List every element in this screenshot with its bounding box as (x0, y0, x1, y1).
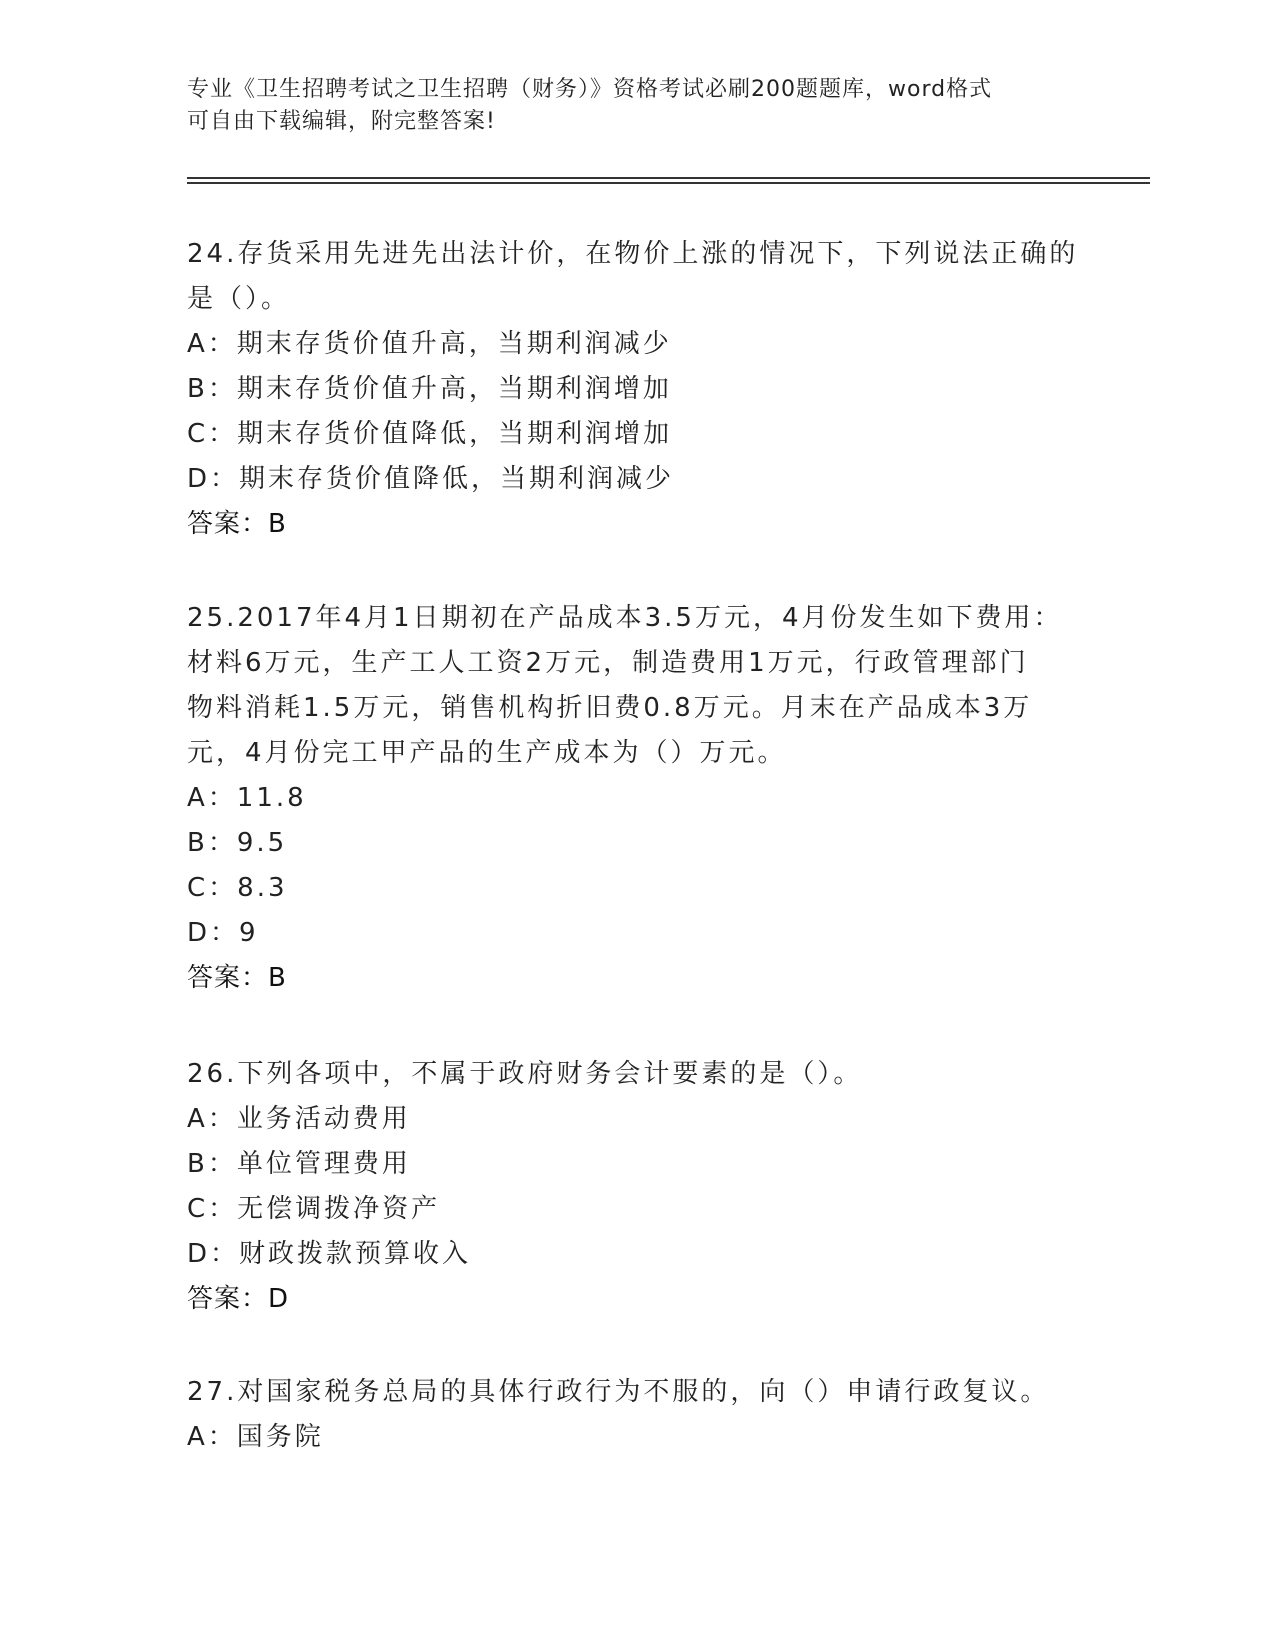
option-d: D：财政拨款预算收入 (187, 1239, 472, 1269)
option-c: C：期末存货价值降低，当期利润增加 (187, 419, 673, 449)
question-stem-line: 材料6万元，生产工人工资2万元，制造费用1万元，行政管理部门 (187, 648, 1029, 678)
option-a: A：11.8 (187, 783, 307, 813)
option-b: B：单位管理费用 (187, 1149, 411, 1179)
question-stem-line: 元，4月份完工甲产品的生产成本为（）万元。 (187, 738, 787, 768)
question-24 (187, 232, 1087, 547)
option-c: C：8.3 (187, 873, 288, 903)
option-d: D：9 (187, 918, 259, 948)
header-divider-bottom (187, 182, 1150, 184)
answer-label: 答案：B (187, 963, 287, 993)
question-25 (187, 596, 1087, 1001)
option-b: B：期末存货价值升高，当期利润增加 (187, 374, 672, 404)
question-stem-line: 25.2017年4月1日期初在产品成本3.5万元，4月份发生如下费用： (187, 603, 1063, 633)
answer-label: 答案：B (187, 509, 287, 539)
option-b: B：9.5 (187, 828, 288, 858)
option-a: A：国务院 (187, 1422, 324, 1452)
question-stem-line: 是（）。 (187, 284, 291, 314)
option-c: C：无偿调拨净资产 (187, 1194, 441, 1224)
question-26 (187, 1052, 1087, 1322)
answer-label: 答案：D (187, 1284, 290, 1314)
header-line-1: 专业《卫生招聘考试之卫生招聘（财务）》资格考试必刷200题题库，word格式 (187, 77, 993, 102)
header-divider-top (187, 177, 1150, 179)
document-header (187, 74, 1087, 138)
option-d: D：期末存货价值降低，当期利润减少 (187, 464, 675, 494)
question-stem-line: 物料消耗1.5万元，销售机构折旧费0.8万元。月末在产品成本3万 (187, 693, 1033, 723)
question-27 (187, 1370, 1087, 1460)
question-stem-line: 26.下列各项中，不属于政府财务会计要素的是（）。 (187, 1059, 863, 1089)
header-line-2: 可自由下载编辑，附完整答案! (187, 109, 496, 134)
option-a: A：业务活动费用 (187, 1104, 411, 1134)
question-stem-line: 27.对国家税务总局的具体行政行为不服的，向（）申请行政复议。 (187, 1377, 1050, 1407)
option-a: A：期末存货价值升高，当期利润减少 (187, 329, 672, 359)
question-stem-line: 24.存货采用先进先出法计价，在物价上涨的情况下，下列说法正确的 (187, 239, 1079, 269)
